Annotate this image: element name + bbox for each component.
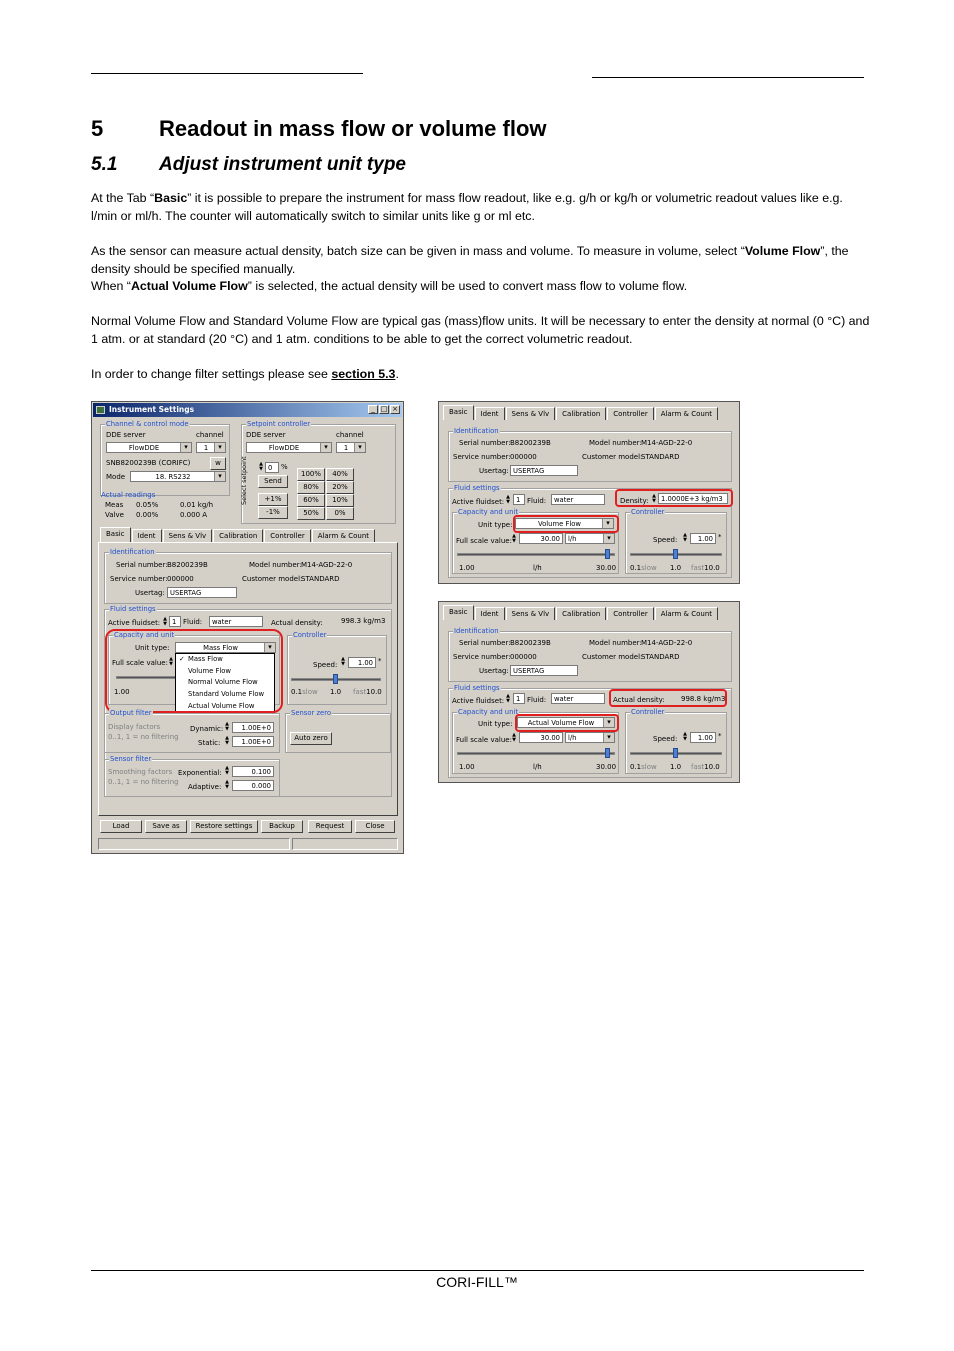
rt-density-spinner-icon[interactable]: ▲ ▼ [652, 493, 656, 504]
basic-tab-actual-volume-flow: Basic Ident Sens & Vlv Calibration Controller Alarm & Count Identification Serial number: B8200239B Model number: M14-AGD-22-0 Service number: 000000 Customer model: STANDARD Usertag: USERTAG Fluid settings Active fluidset: ▲ ▼ 1 Fluid: water Actual density: 998.8 kg/m3 Capacity and unit Unit type: Actual Volume Flow ▾ Full scale value: ▲ ▼ 30.00 l/h ▾ 1.00 l/h 30.00 Controller Speed: ▲ ▼ 1.00 * 0.1slow 1.0 fast10.0 [438, 601, 740, 783]
rt-speed-input[interactable]: 1.00 [690, 533, 716, 544]
tab-sens-vlv[interactable]: Sens & Vlv [506, 607, 556, 620]
rb-range-slider-thumb[interactable] [605, 748, 610, 758]
paragraph-4: Normal Volume Flow and Standard Volume Flow are typical gas (mass)flow units. It will be necessary to enter the density at normal (0 °C) and 1 atm. or at standard (20 °C) and 1 atm. conditions to be able to get the correct volumetric readout. [91, 314, 870, 346]
window-titlebar: Instrument Settings _ □ × [93, 403, 402, 417]
output-filter-group: Output filter [104, 713, 280, 753]
active-fluidset-input[interactable]: 1 [169, 616, 181, 627]
w-button[interactable]: w [210, 457, 226, 470]
rb-tabs [443, 607, 719, 620]
status-bar-right [292, 838, 398, 850]
rt-usertag-input[interactable]: USERTAG [510, 465, 578, 476]
rb-identification-group: Identification [448, 631, 732, 682]
rt-fluid-settings-group: Fluid settings [448, 488, 732, 578]
tab-controller[interactable]: Controller [607, 607, 653, 620]
highlight-volume-flow [513, 515, 619, 533]
rt-speed-slider-thumb[interactable] [673, 549, 678, 559]
speed-spinner-icon[interactable]: ▲ ▼ [341, 656, 345, 667]
rb-speed-slider-thumb[interactable] [673, 748, 678, 758]
dynamic-spinner-icon[interactable]: ▲ ▼ [225, 721, 229, 732]
static-input[interactable]: 1.00E+0 [232, 736, 274, 747]
dynamic-input[interactable]: 1.00E+0 [232, 722, 274, 733]
full-scale-spinner-icon[interactable]: ▲ ▼ [169, 656, 173, 667]
setpoint-60-button[interactable]: 60% [297, 494, 325, 507]
header-rule-right [592, 77, 864, 78]
settings-tabs [100, 529, 376, 542]
maximize-icon[interactable]: □ [380, 405, 388, 413]
dropdown-item-standard-volume-flow[interactable]: Standard Volume Flow [188, 690, 265, 699]
tab-alarm-count[interactable]: Alarm & Count [655, 607, 718, 620]
fluid-settings-group: Fluid settings [104, 609, 392, 797]
usertag-input[interactable]: USERTAG [167, 587, 237, 598]
restore-settings-button[interactable]: Restore settings [190, 820, 258, 833]
rb-speed-spinner-icon[interactable]: ▲ ▼ [683, 731, 687, 742]
rt-identification-group: Identification [448, 431, 732, 482]
channel-control-group: Channel & control mode [100, 424, 230, 496]
rt-density-input[interactable]: 1.0000E+3 kg/m3 [658, 493, 728, 504]
close-button[interactable]: Close [355, 820, 395, 833]
adaptive-spinner-icon[interactable]: ▲ ▼ [225, 779, 229, 790]
subsection-heading [91, 154, 406, 176]
tab-alarm-count[interactable]: Alarm & Count [655, 407, 718, 420]
tab-ident[interactable]: Ident [475, 607, 505, 620]
setpoint-0-button[interactable]: 0% [326, 507, 354, 520]
setpoint-input[interactable]: 0 [265, 462, 279, 473]
auto-zero-button[interactable]: Auto zero [290, 732, 332, 745]
rb-full-scale-input[interactable]: 30.00 [519, 732, 563, 743]
dropdown-item-actual-volume-flow[interactable]: Actual Volume Flow [188, 701, 255, 710]
rb-controller-group: Controller [625, 712, 727, 774]
instrument-settings-window: Instrument Settings _ □ × Channel & control mode DDE server channel FlowDDE ▾ 1 ▾ SNB8200239B (CORIFC) w Mode 18. RS232 ▾ Actual readings Meas 0.05% 0.01 kg/h Valve 0.00% 0.000 A Setpoint controller DDE server channel FlowDDE ▾ 1 ▾ Select setpoint ▲ ▼ 0 % Send +1% -1% 100% 40% 80% 20% 60% 10% 50% 0% Basic Ident Sens & Vlv Calibration Controller Alarm & Count Identification Serial number: B8200239B Model number: M14-AGD-22-0 Service number: 000000 Customer model: STANDARD Usertag: USERTAG Fluid settings Active fluidset: ▲ ▼ 1 Fluid: water Actual density: 998.3 kg/m3 Capacity and unit Unit type: Mass Flow ▾ Full scale value: ▲ ▼ 1.00 ✓ Mass Flow Volume Flow Normal Volume Flow Standard Volume Flow Actual Volume Flow Controller Speed: ▲ ▼ 1.00 * 0.1slow 1.0 fast10.0 Output filter Display factors 0..1, 1 = no filtering Dynamic: ▲ ▼ 1.00E+0 Static: ▲ ▼ 1.00E+0 Sensor zero Auto zero Sensor filter Smoothing factors 0..1, 1 = no filtering Exponential: ▲ ▼ 0.100 Adaptive: ▲ ▼ 0.000 Load Save as Restore settings Backup Request Close [91, 401, 404, 854]
minus-one-button[interactable]: -1% [258, 506, 288, 519]
select-setpoint-label: Select setpoint [240, 456, 248, 505]
section-title: Readout in mass flow or volume flow [159, 116, 547, 141]
footer-text: CORI-FILL™ [436, 1274, 518, 1290]
dde-server-select[interactable]: FlowDDE ▾ [106, 442, 192, 453]
request-button[interactable]: Request [308, 820, 352, 833]
plus-one-button[interactable]: +1% [258, 493, 288, 506]
speed-slider-thumb[interactable] [333, 674, 338, 684]
capacity-unit-group: Capacity and unit [108, 635, 280, 705]
rb-speed-input[interactable]: 1.00 [690, 732, 716, 743]
static-spinner-icon[interactable]: ▲ ▼ [225, 735, 229, 746]
tab-sens-vlv[interactable]: Sens & Vlv [163, 529, 213, 542]
tab-basic[interactable]: Basic [443, 605, 474, 620]
highlight-actual-density [609, 689, 727, 707]
tab-calibration[interactable]: Calibration [556, 607, 606, 620]
highlight-density [615, 489, 733, 507]
setpoint-controller-group: Setpoint controller [241, 424, 396, 524]
rb-usertag-input[interactable]: USERTAG [510, 665, 578, 676]
app-icon [96, 406, 105, 414]
rt-tabs [443, 407, 719, 420]
setpoint-spinner-icon[interactable]: ▲ ▼ [259, 461, 263, 472]
dropdown-item-mass-flow[interactable]: ✓ Mass Flow [188, 654, 270, 666]
rb-active-fluidset-input[interactable]: 1 [513, 693, 525, 704]
tab-alarm-count[interactable]: Alarm & Count [312, 529, 375, 542]
rt-unit-type-select[interactable]: Volume Flow ▾ [515, 518, 614, 529]
setpoint-80-button[interactable]: 80% [297, 481, 325, 494]
mode-select[interactable]: 18. RS232 ▾ [130, 471, 226, 482]
section-number: 5 [91, 116, 104, 141]
rb-unit-select[interactable]: l/h ▾ [565, 732, 615, 743]
highlight-unit-type [105, 629, 283, 713]
rt-full-scale-spinner-icon[interactable]: ▲ ▼ [512, 533, 516, 544]
tab-basic[interactable]: Basic [443, 405, 474, 420]
controller-group: Controller [287, 635, 387, 705]
exponential-spinner-icon[interactable]: ▲ ▼ [225, 765, 229, 776]
tab-basic[interactable]: Basic [100, 527, 131, 542]
highlight-actual-volume-flow [515, 714, 619, 732]
rt-active-fluidset-input[interactable]: 1 [513, 494, 525, 505]
load-button[interactable]: Load [100, 820, 142, 833]
fluid-input[interactable]: water [209, 616, 263, 627]
rb-range-slider-track [457, 752, 615, 755]
unit-type-select[interactable]: Mass Flow ▾ [175, 642, 276, 653]
dropdown-item-volume-flow[interactable]: Volume Flow [188, 666, 231, 675]
backup-button[interactable]: Backup [261, 820, 303, 833]
header-rule-left [91, 73, 363, 74]
fluidset-spinner-icon[interactable]: ▲ ▼ [163, 616, 167, 627]
save-as-button[interactable]: Save as [145, 820, 187, 833]
exponential-input[interactable]: 0.100 [232, 766, 274, 777]
section-heading [91, 116, 547, 142]
rt-fluid-input[interactable]: water [551, 494, 605, 505]
speed-input[interactable]: 1.00 [348, 657, 376, 668]
paragraph-5: In order to change filter settings please see section 5.3. [91, 367, 399, 381]
setpoint-dde-select[interactable]: FlowDDE ▾ [246, 442, 332, 453]
send-button[interactable]: Send [258, 475, 288, 488]
tab-controller[interactable]: Controller [607, 407, 653, 420]
sensor-filter-group: Sensor filter [104, 759, 280, 797]
subsection-number: 5.1 [91, 154, 118, 175]
rt-unit-select[interactable]: l/h ▾ [565, 533, 615, 544]
rt-controller-group: Controller [625, 512, 727, 574]
subsection-title: Adjust instrument unit type [159, 154, 406, 175]
setpoint-50-button[interactable]: 50% [297, 507, 325, 520]
tab-ident[interactable]: Ident [475, 407, 505, 420]
dropdown-item-normal-volume-flow[interactable]: Normal Volume Flow [188, 678, 258, 687]
setpoint-40-button[interactable]: 40% [326, 468, 354, 481]
section-link[interactable]: section 5.3 [331, 367, 396, 381]
rb-capacity-unit-group: Capacity and unit [452, 712, 619, 774]
status-bar-left [98, 838, 290, 850]
rb-fluidset-spinner-icon[interactable]: ▲ ▼ [506, 693, 510, 704]
channel-select[interactable]: 1 ▾ [196, 442, 226, 453]
rt-speed-spinner-icon[interactable]: ▲ ▼ [683, 532, 687, 543]
paragraph-1: At the Tab “Basic” it is possible to prepare the instrument for mass flow readout, like e.g. g/h or kg/h or volumetric readout values like e.g. l/min or ml/h. The counter will automatically switch to similar units like g or ml etc. [91, 191, 843, 223]
tab-ident[interactable]: Ident [132, 529, 162, 542]
tab-calibration[interactable]: Calibration [556, 407, 606, 420]
identification-group: Identification [104, 552, 392, 604]
minimize-icon[interactable]: _ [368, 405, 378, 414]
rt-range-slider-track [457, 553, 615, 556]
tab-sens-vlv[interactable]: Sens & Vlv [506, 407, 556, 420]
setpoint-100-button[interactable]: 100% [297, 468, 325, 481]
rt-full-scale-input[interactable]: 30.00 [519, 533, 563, 544]
rt-fluidset-spinner-icon[interactable]: ▲ ▼ [506, 494, 510, 505]
rb-unit-type-select[interactable]: Actual Volume Flow ▾ [517, 717, 615, 728]
setpoint-20-button[interactable]: 20% [326, 481, 354, 494]
rb-fluid-settings-group: Fluid settings [448, 688, 732, 778]
close-icon[interactable]: × [390, 405, 400, 414]
setpoint-10-button[interactable]: 10% [326, 494, 354, 507]
rb-fluid-input[interactable]: water [551, 693, 605, 704]
footer-rule [91, 1270, 864, 1271]
setpoint-channel-select[interactable]: 1 ▾ [336, 442, 366, 453]
adaptive-input[interactable]: 0.000 [232, 780, 274, 791]
basic-tab-volume-flow: Basic Ident Sens & Vlv Calibration Controller Alarm & Count Identification Serial number: B8200239B Model number: M14-AGD-22-0 Service number: 000000 Customer model: STANDARD Usertag: USERTAG Fluid settings Active fluidset: ▲ ▼ 1 Fluid: water Density: ▲ ▼ 1.0000E+3 kg/m3 Capacity and unit Unit type: Volume Flow ▾ Full scale value: ▲ ▼ 30.00 l/h ▾ 1.00 l/h 30.00 Controller Speed: ▲ ▼ 1.00 * 0.1slow 1.0 fast10.0 [438, 401, 740, 584]
rt-capacity-unit-group: Capacity and unit [452, 512, 619, 574]
tab-calibration[interactable]: Calibration [213, 529, 263, 542]
rt-range-slider-thumb[interactable] [605, 549, 610, 559]
rb-full-scale-spinner-icon[interactable]: ▲ ▼ [512, 732, 516, 743]
sensor-zero-group: Sensor zero [285, 713, 391, 753]
tab-controller[interactable]: Controller [264, 529, 310, 542]
paragraph-2: As the sensor can measure actual density, batch size can be given in mass and volume. To measure in volume, select “Volume Flow”, the density should be specified manually. When “Actual Volume Flow” is selected, the actual density will be used to convert mass flow to volume flow. [91, 244, 849, 294]
